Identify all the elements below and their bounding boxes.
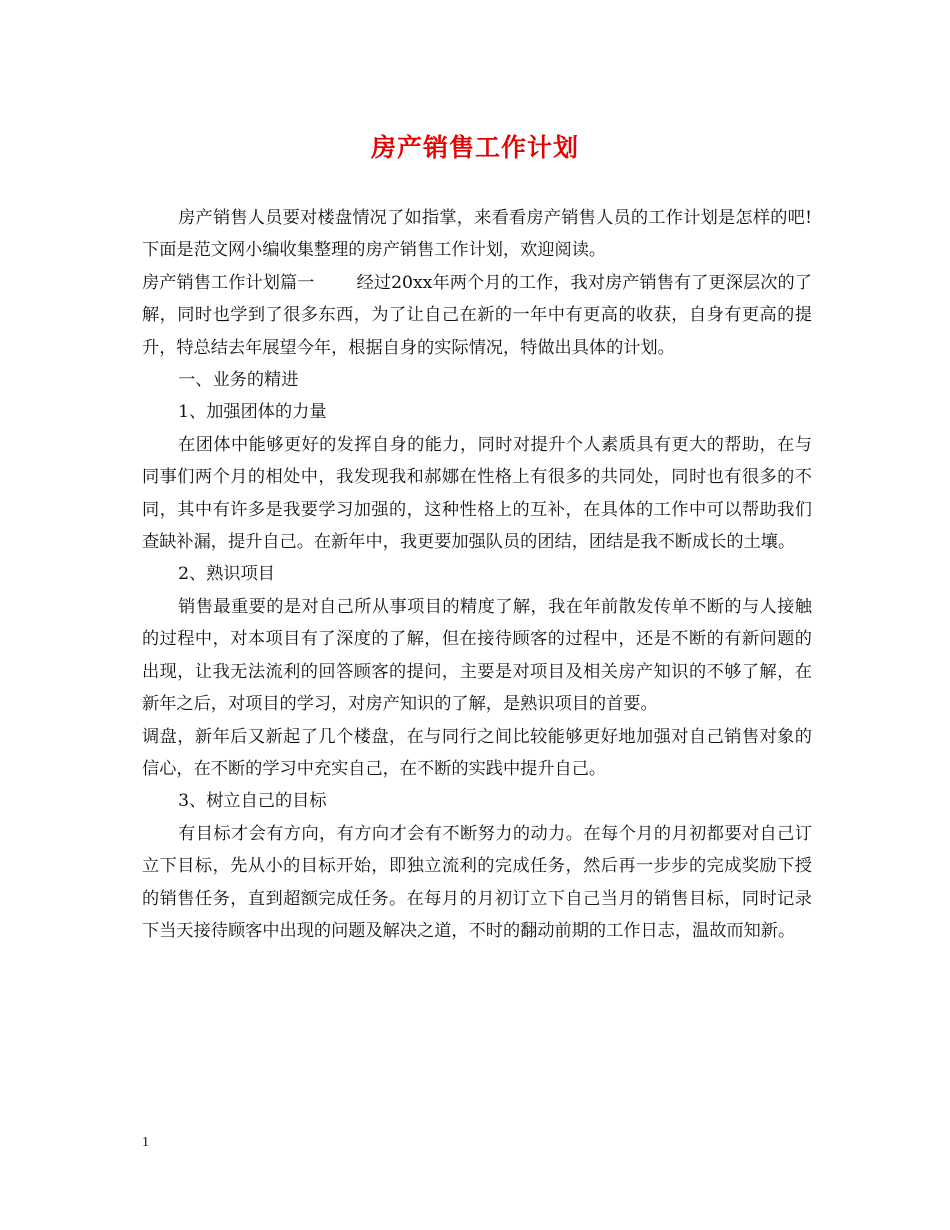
- section-heading: 一、业务的精进: [178, 370, 299, 391]
- chapter-label: 房产销售工作计划篇一: [142, 272, 315, 293]
- intro-paragraph: 房产销售人员要对楼盘情况了如指掌，来看看房产销售人员的工作计划是怎样的吧!下面是范文网小编收集整理的房产销售工作计划，欢迎阅读。: [142, 208, 812, 261]
- document-title: 房产销售工作计划: [370, 133, 579, 162]
- item-3-paragraph: 有目标才会有方向，有方向才会有不断努力的动力。在每个月的月初都要对自己订立下目标，先从小的目标开始，即独立流利的完成任务，然后再一步步的完成奖励下授的销售任务，直到超额完成任务。在每月的月初订立下自己当月的销售目标，同时记录下当天接待顾客中出现的问题及解决之道，不时的翻动前期的工作日志，温故而知新。: [142, 823, 812, 941]
- item-1-paragraph: 在团体中能够更好的发挥自身的能力，同时对提升个人素质具有更大的帮助，在与同事们两个月的相处中，我发现我和郝娜在性格上有很多的共同处，同时也有很多的不同，其中有许多是我要学习加强的，这种性格上的互补，在具体的工作中可以帮助我们查缺补漏，提升自己。在新年中，我更要加强队员的团结，团结是我不断成长的土壤。: [142, 434, 812, 553]
- item-3-heading: 3、树立自己的目标: [178, 791, 327, 812]
- item-2-paragraph-continued: 调盘，新年后又新起了几个楼盘，在与同行之间比较能够更好地加强对自己销售对象的信心，在不断的学习中充实自己，在不断的实践中提升自己。: [142, 726, 812, 779]
- chapter-text: 经过20xx年两个月的工作，我对房产销售有了更深层次的了解，同时也学到了很多东西，为了让自己在新的一年中有更高的收获，自身有更高的提升，特总结去年展望今年，根据自身的实际情况，特做出具体的计划。: [142, 272, 812, 358]
- chapter-paragraph: [142, 267, 812, 364]
- item-2-heading: 2、熟识项目: [178, 564, 275, 585]
- page-number: 1: [142, 1135, 149, 1150]
- item-2-paragraph: 销售最重要的是对自己所从事项目的精度了解，我在年前散发传单不断的与人接触的过程中，对本项目有了深度的了解，但在接待顾客的过程中，还是不断的有新问题的出现，让我无法流利的回答顾客的提问，主要是对项目及相关房产知识的不够了解，在新年之后，对项目的学习，对房产知识的了解，是熟识项目的首要。: [142, 596, 812, 715]
- document-body: [142, 202, 812, 947]
- item-1-heading: 1、加强团体的力量: [178, 402, 327, 423]
